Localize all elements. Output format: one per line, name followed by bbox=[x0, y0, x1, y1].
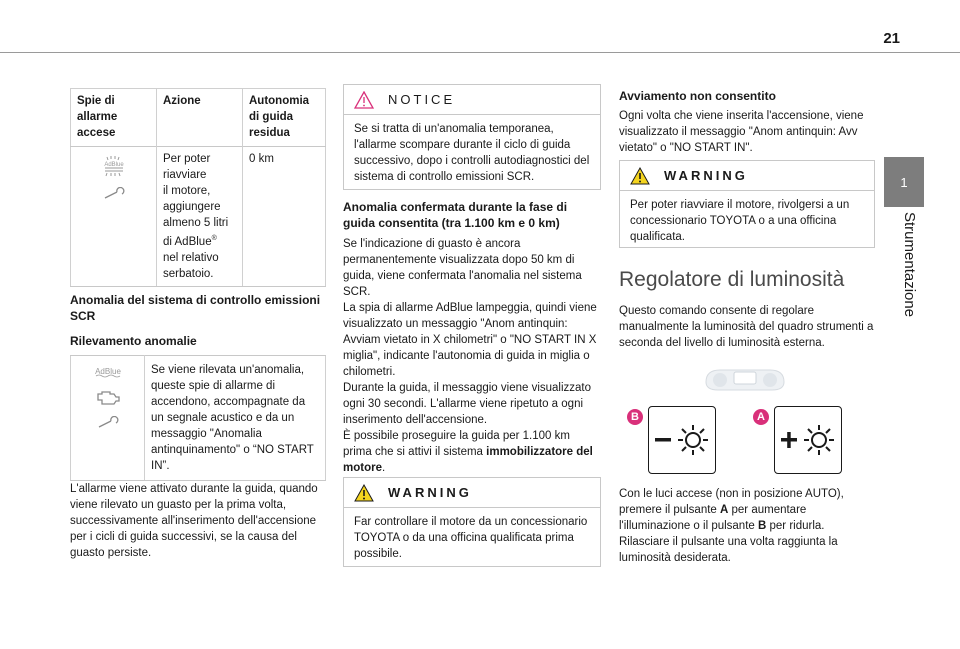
label-a-badge: A bbox=[753, 409, 769, 425]
section-subtitle-detection: Rilevamento anomalie bbox=[70, 334, 197, 348]
registered-mark: ® bbox=[211, 235, 217, 242]
header-divider bbox=[0, 52, 960, 53]
action-line-7: nel relativo bbox=[163, 251, 219, 264]
warning-text-2: Per poter riavviare il motore, rivolgersi a un concessionario TOYOTA o a una officina qualificata. bbox=[630, 199, 850, 243]
scr-paragraph: L'allarme viene attivato durante la guida, quando viene rilevato un guasto per la prima volta, successivamente all'inserimento dell'accensione per i cicli di guida successivi, se la causa del guasto persiste. bbox=[70, 483, 318, 559]
instr-pre: Con le luci accese (non in posizione AUTO), premere il pulsante bbox=[619, 488, 844, 516]
warning-title-1: WARNING bbox=[388, 485, 472, 500]
warning-triangle-icon bbox=[630, 167, 650, 185]
notice-title: NOTICE bbox=[388, 92, 456, 107]
action-line-4: aggiungere bbox=[163, 201, 221, 213]
instr-mid: per aumentare l'illuminazione o il pulsante bbox=[619, 504, 807, 532]
action-line-3: il motore, bbox=[163, 185, 211, 197]
adblue-level-icon bbox=[101, 155, 127, 177]
detection-icons-cell bbox=[71, 356, 145, 481]
instr-release: Rilasciare il pulsante una volta raggiunta la luminosità desiderata. bbox=[619, 536, 838, 564]
section-title-confirmed: Anomalia confermata durante la fase di guida consentita (tra 1.100 km e 0 km) bbox=[343, 200, 568, 230]
page-number: 21 bbox=[883, 30, 900, 47]
confirmed-p4-bold: immobilizzatore del motore bbox=[343, 446, 593, 474]
brightness-instructions bbox=[619, 486, 875, 566]
instr-b: B bbox=[758, 520, 767, 532]
notice-header bbox=[344, 85, 600, 115]
warning-title-2: WARNING bbox=[664, 168, 748, 183]
confirmed-text bbox=[343, 236, 601, 476]
header-lights: Spie di allarme accese bbox=[71, 89, 157, 147]
brightness-decrease-button[interactable] bbox=[648, 406, 716, 474]
confirmed-p4-post: . bbox=[381, 462, 386, 474]
header-range: Autonomia di guida residua bbox=[249, 95, 310, 139]
notice-box bbox=[343, 84, 601, 190]
action-line-1: Per poter bbox=[163, 153, 211, 165]
notice-triangle-icon bbox=[354, 91, 374, 109]
wrench-icon bbox=[102, 187, 126, 201]
no-start-text: Ogni volta che viene inserita l'accensione, viene visualizzato il messaggio "Anom antinquin: Avv vietato" o "NO START IN". bbox=[619, 110, 864, 154]
warning-box-1 bbox=[343, 477, 601, 567]
action-line-5: almeno 5 litri bbox=[163, 217, 229, 229]
action-line-8: serbatoio. bbox=[163, 267, 214, 280]
instr-post: per ridurla. bbox=[766, 520, 825, 532]
instr-a: A bbox=[720, 504, 729, 516]
brightness-increase-button[interactable] bbox=[774, 406, 842, 474]
adblue-icon bbox=[93, 364, 123, 378]
minus-sun-icon bbox=[649, 407, 715, 473]
notice-text: Se si tratta di un'anomalia temporanea, l'allarme scompare durante il ciclo di guida successivo, dopo i controlli autodiagnostici del sistema di controllo emissioni SCR. bbox=[354, 123, 590, 183]
section-title-no-start: Avviamento non consentito bbox=[619, 89, 776, 103]
label-b-badge: B bbox=[627, 409, 643, 425]
brightness-intro: Questo comando consente di regolare manualmente la luminosità del quadro strumenti a seconda del livello di luminosità esterna. bbox=[619, 305, 874, 349]
detection-table bbox=[70, 355, 326, 481]
side-tab-number[interactable]: 1 bbox=[884, 157, 924, 207]
warning-triangle-icon bbox=[354, 484, 374, 502]
confirmed-p2: La spia di allarme AdBlue lampeggia, quindi viene visualizzato un messaggio "Anom antinquin: Avviam vietato in X chilometri" o "NO START IN X miglia", indicante l'autonomia di guida in miglia o chilometri. bbox=[343, 302, 597, 378]
range-cell: 0 km bbox=[243, 147, 326, 287]
confirmed-p3: Durante la guida, il messaggio viene visualizzato ogni 30 secondi. L'allarme viene ripetuto a ogni inserimento dell'accensione. bbox=[343, 382, 592, 426]
warning-box-2 bbox=[619, 160, 875, 248]
header-action: Azione bbox=[157, 89, 243, 147]
dashboard-illustration bbox=[700, 360, 790, 394]
brightness-title: Regolatore di luminosità bbox=[619, 268, 845, 291]
detection-text-cell: Se viene rilevata un'anomalia, queste spie di allarme di accendono, accompagnate da un segnale acustico e da un messaggio "Anomalia antinquinamento" o “NO START IN”. bbox=[145, 356, 326, 481]
engine-icon bbox=[95, 388, 121, 406]
confirmed-p4-pre: È possibile proseguire la guida per 1.100 km prima che si attivi il sistema bbox=[343, 430, 570, 458]
adblue-icon-label: AdBlue bbox=[94, 367, 121, 376]
plus-sun-icon bbox=[775, 407, 841, 473]
action-line-6: di AdBlue bbox=[163, 235, 212, 248]
icons-cell bbox=[71, 147, 157, 287]
warning-text-1: Far controllare il motore da un concessionario TOYOTA o da una officina qualificata prima possibile. bbox=[354, 516, 588, 560]
action-cell bbox=[157, 147, 243, 287]
section-title-scr: Anomalia del sistema di controllo emissioni SCR bbox=[70, 293, 321, 323]
confirmed-p1: Se l'indicazione di guasto è ancora permanentemente visualizzata dopo 50 km di guida, viene confermata l'anomalia nel sistema SCR. bbox=[343, 238, 582, 298]
warning-header-2 bbox=[620, 161, 874, 191]
wrench-icon bbox=[96, 416, 120, 430]
action-line-2: riavviare bbox=[163, 169, 207, 181]
warning-header-1 bbox=[344, 478, 600, 508]
warning-lights-table bbox=[70, 88, 326, 287]
side-tab-label: Strumentazione bbox=[901, 212, 918, 318]
adblue-icon-text: AdBlue bbox=[103, 162, 124, 168]
